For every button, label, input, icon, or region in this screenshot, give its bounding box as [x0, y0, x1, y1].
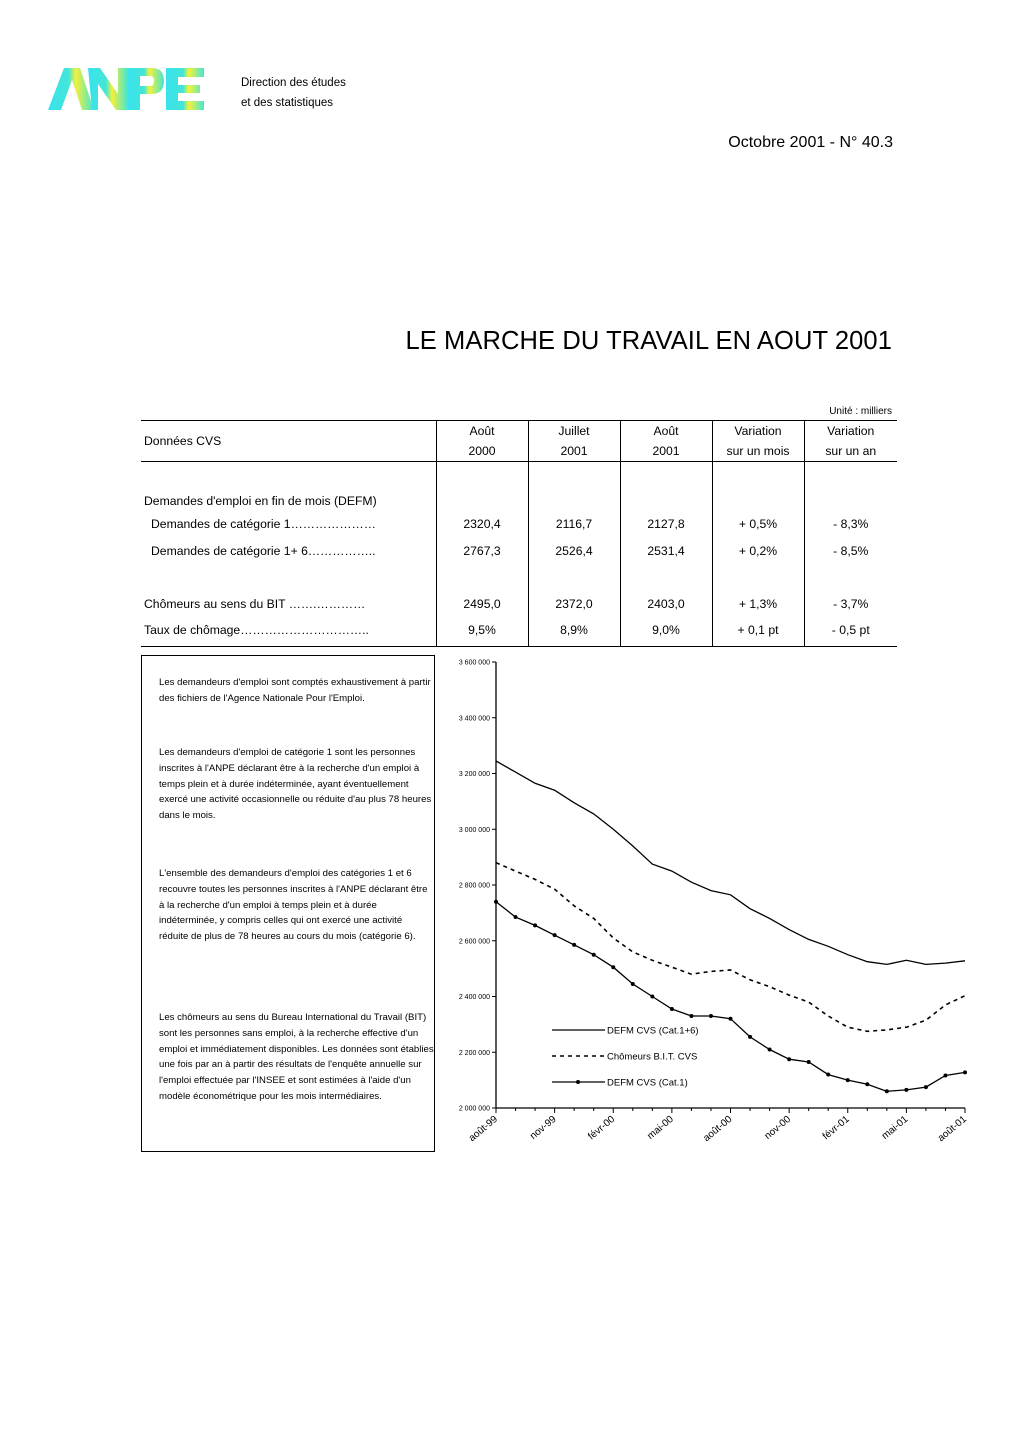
note-paragraph: L'ensemble des demandeurs d'emploi des catégories 1 et 6 recouvre toutes les personnes inscrites à l'ANPE déclarant être à la recherche d'un emploi à temps plein et à durée indéterminée, y compris celles qui ont exercé une activité réduite de plus de 78 heures au cours du mois (catégorie 6).: [159, 868, 428, 943]
column-header: Variation sur un an: [804, 421, 897, 462]
x-tick-label: août-00: [701, 1113, 735, 1145]
legend-label: DEFM CVS (Cat.1+6): [607, 1025, 699, 1037]
data-point: [846, 1078, 850, 1082]
data-point: [709, 1014, 713, 1018]
table-cell: 8,9%: [528, 615, 620, 647]
table-cell: 2127,8: [620, 510, 712, 538]
legend-marker: [576, 1080, 580, 1084]
column-header: Variation sur un mois: [712, 421, 804, 462]
anpe-logo: [48, 66, 204, 112]
data-point: [631, 982, 635, 986]
data-point: [826, 1073, 830, 1077]
data-point: [963, 1070, 967, 1074]
series-line-3: [496, 902, 965, 1092]
table-cell: - 8,3%: [804, 510, 897, 538]
legend-label: Chômeurs B.I.T. CVS: [607, 1051, 698, 1063]
data-point: [807, 1060, 811, 1064]
table-section-row: [141, 462, 897, 510]
unit-label: Unité : milliers: [829, 406, 892, 417]
column-header-label: Données CVS: [141, 421, 436, 462]
x-tick-label: août-99: [466, 1113, 500, 1145]
data-point: [553, 933, 557, 937]
table-cell: 2320,4: [436, 510, 528, 538]
x-tick-label: mai-01: [879, 1113, 911, 1142]
series-line-1: [496, 761, 965, 964]
y-tick-label: 2 000 000: [458, 1105, 490, 1113]
row-label: Chômeurs au sens du BIT …….…………: [144, 596, 366, 611]
department-line-2: et des statistiques: [241, 97, 334, 109]
row-label: Demandes de catégorie 1…………………: [151, 516, 376, 531]
table-row: [141, 565, 897, 615]
table-cell: 2495,0: [436, 565, 528, 615]
column-header: Août 2000: [436, 421, 528, 462]
row-label: Taux de chômage…………………………..: [141, 615, 436, 647]
x-tick-label: mai-00: [645, 1113, 676, 1142]
data-point: [729, 1017, 733, 1021]
section-label: Demandes d'emploi en fin de mois (DEFM): [144, 493, 377, 508]
table-cell: - 0,5 pt: [804, 615, 897, 647]
y-tick-label: 2 800 000: [458, 882, 490, 890]
data-point: [689, 1014, 693, 1018]
column-header: Juillet 2001: [528, 421, 620, 462]
data-point: [865, 1082, 869, 1086]
table-cell: - 3,7%: [804, 565, 897, 615]
legend-label: DEFM CVS (Cat.1): [607, 1077, 688, 1089]
unemployment-line-chart: [440, 650, 980, 1170]
data-point: [592, 953, 596, 957]
y-tick-label: 2 200 000: [458, 1049, 490, 1057]
data-point: [904, 1088, 908, 1092]
department-line-1: Direction des études: [241, 77, 346, 89]
table-cell: 2526,4: [528, 538, 620, 565]
data-point: [611, 965, 615, 969]
data-point: [572, 943, 576, 947]
table-cell: 2767,3: [436, 538, 528, 565]
y-tick-label: 3 000 000: [458, 826, 490, 834]
y-tick-label: 3 200 000: [458, 771, 490, 778]
page-title: LE MARCHE DU TRAVAIL EN AOUT 2001: [405, 327, 892, 355]
table-cell: + 0,2%: [712, 538, 804, 565]
y-tick-label: 2 400 000: [458, 994, 490, 1001]
note-paragraph: Les demandeurs d'emploi de catégorie 1 sont les personnes inscrites à l'ANPE déclarant être à la recherche d'un emploi à temps plein et à durée indéterminée, ayant éventuellement exercé une activité occasionnelle ou réduite d'au plus 78 heures dans le mois.: [159, 747, 432, 822]
statistics-table: [141, 420, 897, 647]
table-cell: 2403,0: [620, 565, 712, 615]
data-point: [514, 915, 518, 919]
data-point: [924, 1085, 928, 1089]
definitions-box: [141, 655, 435, 1152]
issue-number: Octobre 2001 - N° 40.3: [728, 134, 893, 151]
y-tick-label: 3 400 000: [458, 715, 490, 723]
data-point: [768, 1047, 772, 1051]
data-point: [943, 1073, 947, 1077]
x-tick-label: nov-99: [528, 1113, 559, 1142]
data-point: [885, 1089, 889, 1093]
y-tick-label: 3 600 000: [458, 659, 490, 667]
table-cell: + 0,5%: [712, 510, 804, 538]
table-row: [141, 510, 897, 538]
table-header-row: [141, 421, 897, 462]
series-line-2: [496, 863, 965, 1032]
table-cell: 2531,4: [620, 538, 712, 565]
x-tick-label: nov-00: [762, 1113, 794, 1142]
table-cell: 9,0%: [620, 615, 712, 647]
table-row: [141, 538, 897, 565]
table-cell: 2116,7: [528, 510, 620, 538]
x-tick-label: févr-01: [820, 1113, 852, 1143]
table-cell: + 0,1 pt: [712, 615, 804, 647]
table-cell: 2372,0: [528, 565, 620, 615]
table-cell: 9,5%: [436, 615, 528, 647]
table-cell: + 1,3%: [712, 565, 804, 615]
data-point: [787, 1057, 791, 1061]
table-cell: - 8,5%: [804, 538, 897, 565]
note-paragraph: Les demandeurs d'emploi sont comptés exhaustivement à partir des fichiers de l'Agence Nationale Pour l'Emploi.: [159, 677, 431, 704]
table-row: [141, 615, 897, 647]
note-paragraph: Les chômeurs au sens du Bureau International du Travail (BIT) sont les personnes sans emploi, à la recherche effective d'un emploi et immédiatement disponibles. Les données sont établies une fois par an à partir des résultats de l'enquête annuelle sur l'emploi effectuée par l'INSEE et sont estimées à l'aide d'un modèle économétrique pour les mois intermédiaires.: [159, 1012, 434, 1102]
data-point: [748, 1035, 752, 1039]
x-tick-label: févr-00: [586, 1113, 618, 1143]
data-point: [650, 995, 654, 999]
data-point: [670, 1007, 674, 1011]
y-tick-label: 2 600 000: [458, 938, 490, 946]
column-header: Août 2001: [620, 421, 712, 462]
row-label: Demandes de catégorie 1+ 6……………..: [151, 544, 376, 558]
data-point: [494, 900, 498, 904]
department-name: [241, 73, 346, 113]
x-tick-label: août-01: [935, 1113, 969, 1145]
data-point: [533, 923, 537, 927]
